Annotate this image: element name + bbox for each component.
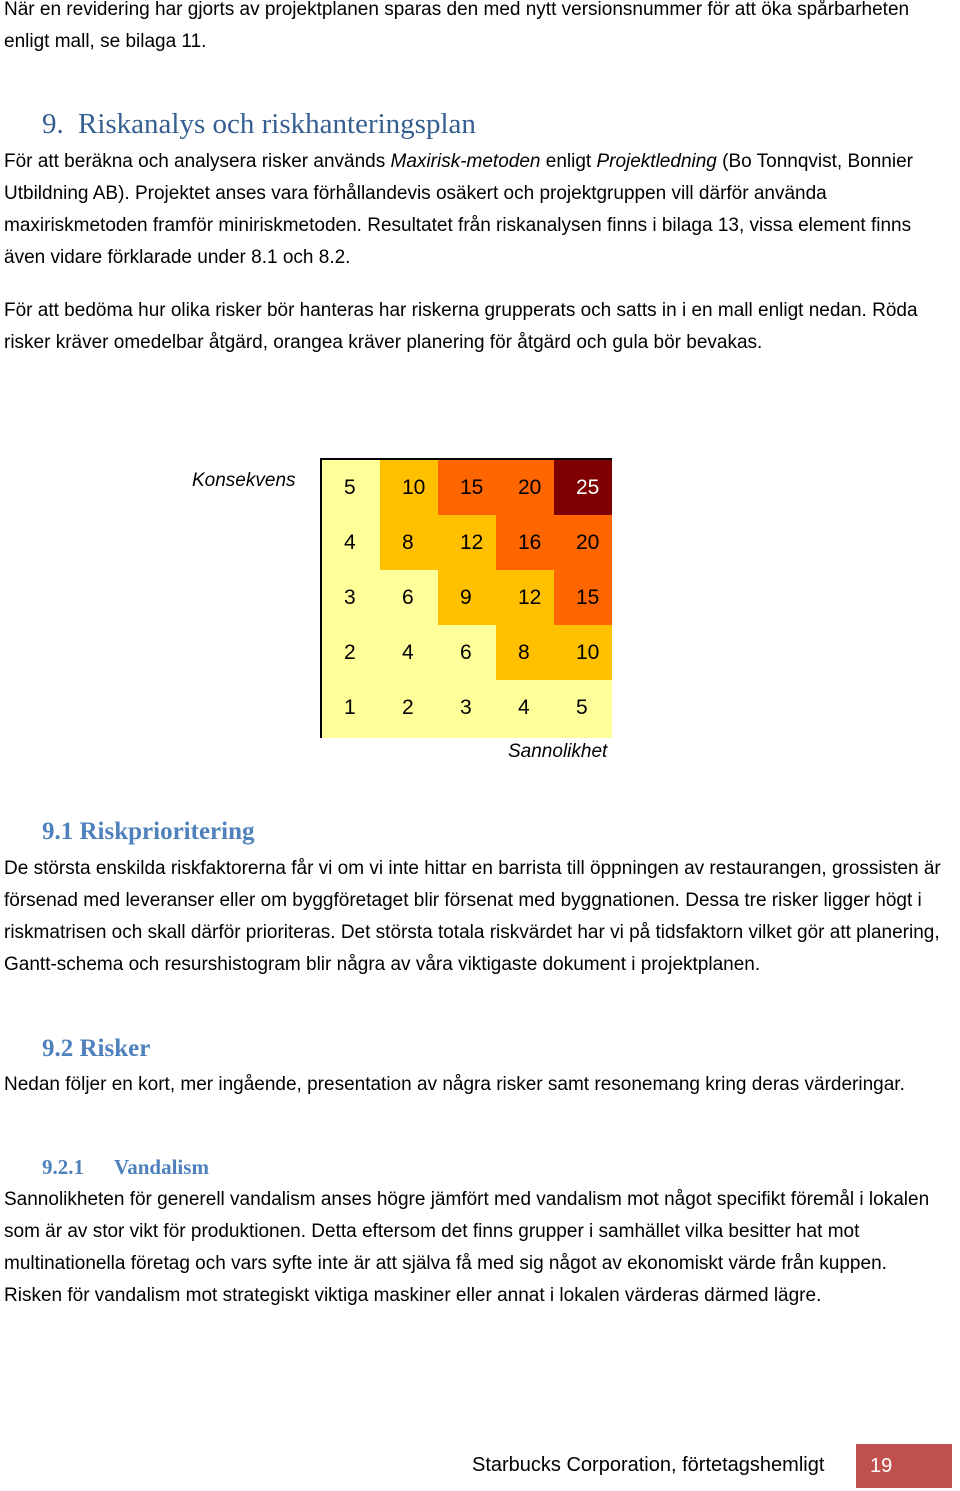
page-number: 19 bbox=[856, 1444, 952, 1488]
matrix-cell-value: 4 bbox=[344, 531, 356, 554]
section-9-2-1-title: Vandalism bbox=[114, 1155, 209, 1179]
matrix-cell-value: 8 bbox=[518, 641, 530, 664]
matrix-cell-value: 3 bbox=[460, 696, 472, 719]
section-9-1-heading bbox=[42, 818, 255, 846]
matrix-cell-value: 1 bbox=[344, 696, 356, 719]
matrix-cell-value: 4 bbox=[518, 696, 530, 719]
matrix-cell-value: 20 bbox=[518, 476, 542, 499]
matrix-x-label: Sannolikhet bbox=[508, 741, 608, 762]
matrix-cell-value: 4 bbox=[402, 641, 414, 664]
matrix-cell-value: 5 bbox=[576, 696, 588, 719]
section-9-title: Riskanalys och riskhanteringsplan bbox=[78, 108, 476, 140]
section-9-1-paragraph: De största enskilda riskfaktorerna får vi om vi inte hittar en barrista till öppningen av restaurangen, grossisten är försenad med leveranser eller om byggföretaget blir försenat med byggnationen. Dessa tre risker ligger högt i riskmatrisen och skall därför prioriteras. Det största totala riskvärdet har vi på tidsfaktorn vilket gör att planering, Gantt-schema och resurshistogram blir några av våra viktigaste dokument i projektplanen. bbox=[4, 858, 941, 975]
matrix-cell-value: 10 bbox=[402, 476, 426, 499]
p1-text-3: (Bo Tonnqvist, Bonnier Utbildning AB). Projektet anses vara förhållandevis osäkert och projektgruppen vill därför använda maxiriskmetoden framför miniriskmetoden. Resultatet från riskanalysen finns i bilaga 13, vissa element finns även vidare förklarade under 8.1 och 8.2. bbox=[4, 151, 913, 268]
matrix-y-label: Konsekvens bbox=[192, 470, 296, 491]
matrix-cell-value: 15 bbox=[576, 586, 600, 609]
section-9-1-title: Riskprioritering bbox=[79, 818, 255, 845]
risk-matrix bbox=[320, 458, 612, 738]
matrix-cell-value: 3 bbox=[344, 586, 356, 609]
section-9-paragraph-2: För att bedöma hur olika risker bör hanteras har riskerna grupperats och satts in i en mall enligt nedan. Röda risker kräver omedelbar åtgärd, orangea kräver planering för åtgärd och gula bör bevakas. bbox=[4, 300, 918, 353]
footer-text: Starbucks Corporation, förtetagshemligt bbox=[472, 1454, 825, 1476]
matrix-cell-value: 9 bbox=[460, 586, 472, 609]
matrix-cell-value: 6 bbox=[402, 586, 414, 609]
section-9-2-title: Risker bbox=[79, 1035, 151, 1062]
section-9-number: 9. bbox=[42, 108, 64, 140]
section-9-2-1-heading bbox=[42, 1155, 209, 1180]
matrix-cell-value: 12 bbox=[460, 531, 484, 554]
matrix-cell-value: 10 bbox=[576, 641, 600, 664]
p1-method: Maxirisk-metoden bbox=[390, 151, 541, 172]
p1-book: Projektledning bbox=[596, 151, 717, 172]
section-9-heading bbox=[42, 108, 476, 141]
section-9-1-number: 9.1 bbox=[42, 818, 74, 845]
matrix-cell-value: 2 bbox=[344, 641, 356, 664]
matrix-cell-value: 25 bbox=[576, 476, 600, 499]
matrix-cell-value: 12 bbox=[518, 586, 542, 609]
matrix-cell-value: 16 bbox=[518, 531, 542, 554]
matrix-cell-value: 8 bbox=[402, 531, 414, 554]
section-9-2-paragraph: Nedan följer en kort, mer ingående, presentation av några risker samt resonemang kring deras värderingar. bbox=[4, 1074, 905, 1095]
matrix-cell-value: 20 bbox=[576, 531, 600, 554]
p1-text-2: enligt bbox=[540, 151, 597, 172]
matrix-cell-value: 6 bbox=[460, 641, 472, 664]
section-9-paragraph-1 bbox=[4, 146, 944, 274]
intro-paragraph: När en revidering har gjorts av projektplanen sparas den med nytt versionsnummer för att öka spårbarheten enligt mall, se bilaga 11. bbox=[4, 0, 910, 52]
section-9-2-1-number: 9.2.1 bbox=[42, 1155, 84, 1179]
matrix-cell-value: 15 bbox=[460, 476, 484, 499]
section-9-2-heading bbox=[42, 1035, 150, 1063]
matrix-cell-value: 5 bbox=[344, 476, 356, 499]
p1-text-1: För att beräkna och analysera risker används bbox=[4, 151, 391, 172]
matrix-cell-value: 2 bbox=[402, 696, 414, 719]
section-9-2-number: 9.2 bbox=[42, 1035, 74, 1062]
section-9-2-1-paragraph: Sannolikheten för generell vandalism anses högre jämfört med vandalism mot något specifikt föremål i lokalen som är av stor vikt för produktionen. Detta eftersom det finns grupper i samhället vilka besitter hat mot multinationella företag och vars syfte inte är att själva få med sig något av ekonomiskt värde från kuppen. Risken för vandalism mot strategiskt viktiga maskiner eller annat i lokalen värderas därmed lägre. bbox=[4, 1189, 930, 1306]
